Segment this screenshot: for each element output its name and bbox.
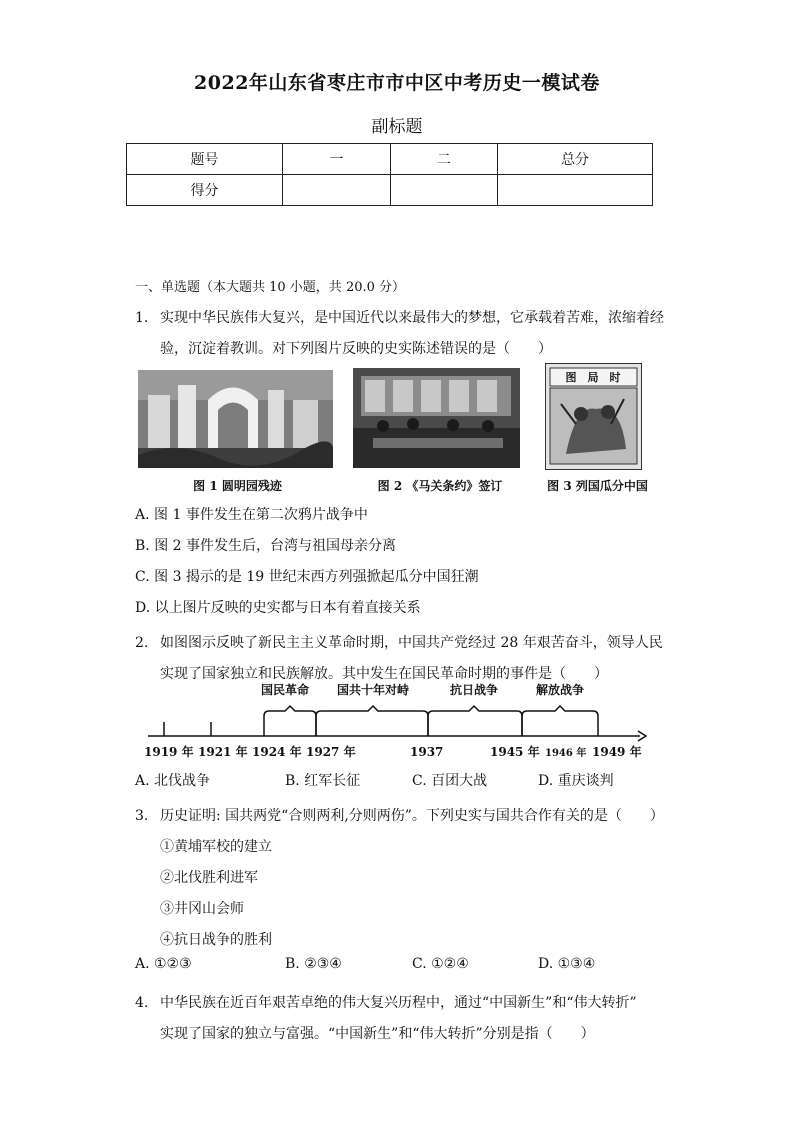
period-brackets bbox=[264, 706, 598, 736]
table-cell: 得分 bbox=[127, 175, 283, 206]
year-label: 1945 年 bbox=[490, 745, 540, 759]
table-row bbox=[127, 175, 653, 206]
statement-item: ①黄埔军校的建立 bbox=[160, 839, 272, 855]
question-number: 2. bbox=[135, 635, 149, 651]
question-text-line: 实现中华民族伟大复兴，是中国近代以来最伟大的梦想，它承载着苦难，浓缩着经 bbox=[160, 310, 664, 326]
figure-3-partition-cartoon bbox=[545, 363, 642, 470]
table-row bbox=[127, 144, 653, 175]
question-text-line: 实现了国家独立和民族解放。其中发生在国民革命时期的事件是（ ） bbox=[160, 666, 608, 682]
table-cell: 总分 bbox=[498, 144, 653, 175]
question-text-line: 如图图示反映了新民主主义革命时期，中国共产党经过 28 年艰苦奋斗，领导人民 bbox=[160, 635, 663, 651]
period-label: 国共十年对峙 bbox=[336, 683, 410, 697]
statement-item: ③井冈山会师 bbox=[160, 901, 244, 917]
score-cell[interactable] bbox=[283, 175, 391, 206]
page-title: 2022年山东省枣庄市市中区中考历史一模试卷 bbox=[194, 72, 600, 94]
year-label: 1919 年 bbox=[144, 745, 194, 759]
score-cell[interactable] bbox=[498, 175, 653, 206]
option-d[interactable]: D. ①③④ bbox=[538, 956, 596, 972]
page-subtitle: 副标题 bbox=[371, 117, 423, 137]
question-number: 1. bbox=[135, 310, 149, 326]
score-cell[interactable] bbox=[391, 175, 498, 206]
section-heading: 一、单选题（本大题共 10 小题，共 20.0 分） bbox=[135, 280, 406, 295]
question-text-line: 验，沉淀着教训。对下列图片反映的史实陈述错误的是（ ） bbox=[160, 341, 552, 357]
period-label: 国民革命 bbox=[260, 683, 310, 697]
statement-item: ④抗日战争的胜利 bbox=[160, 932, 272, 948]
option-b[interactable]: B. ②③④ bbox=[285, 956, 342, 972]
figure-caption-1: 图 1 圆明园残迹 bbox=[193, 479, 282, 493]
question-text-line: 历史证明: 国共两党“合则两利,分则两伤”。下列史实与国共合作有关的是（ ） bbox=[160, 808, 664, 824]
cartoon-title: 图 局 时 bbox=[565, 371, 621, 384]
option-a[interactable]: A. 图 1 事件发生在第二次鸦片战争中 bbox=[135, 507, 368, 523]
option-c[interactable]: C. ①②④ bbox=[412, 956, 469, 972]
option-d[interactable]: D. 以上图片反映的史实都与日本有着直接关系 bbox=[135, 600, 421, 616]
ruins-image bbox=[138, 370, 333, 468]
year-label: 1946 年 bbox=[545, 748, 587, 759]
statement-item: ②北伐胜利进军 bbox=[160, 870, 258, 886]
figure-1-yuanmingyuan-ruins bbox=[138, 370, 333, 468]
timeline-diagram bbox=[140, 678, 660, 764]
option-c[interactable]: C. 百团大战 bbox=[412, 773, 488, 789]
table-cell: 题号 bbox=[127, 144, 283, 175]
period-label: 解放战争 bbox=[535, 683, 585, 697]
option-b[interactable]: B. 图 2 事件发生后，台湾与祖国母亲分离 bbox=[135, 538, 396, 554]
figure-2-treaty-signing bbox=[353, 368, 520, 468]
question-text-line: 实现了国家的独立与富强。“中国新生”和“伟大转折”分别是指（ ） bbox=[160, 1026, 595, 1042]
table-cell: 一 bbox=[283, 144, 391, 175]
period-label: 抗日战争 bbox=[449, 683, 499, 697]
table-cell: 二 bbox=[391, 144, 498, 175]
option-c[interactable]: C. 图 3 揭示的是 19 世纪末西方列强掀起瓜分中国狂潮 bbox=[135, 569, 479, 585]
question-number: 4. bbox=[135, 995, 149, 1011]
option-a[interactable]: A. 北伐战争 bbox=[135, 773, 211, 789]
question-number: 3. bbox=[135, 808, 149, 824]
year-label: 1921 年 bbox=[198, 745, 248, 759]
figure-caption-3: 图 3 列国瓜分中国 bbox=[547, 479, 648, 493]
year-label: 1927 年 bbox=[306, 745, 356, 759]
year-label: 1949 年 bbox=[592, 745, 642, 759]
option-b[interactable]: B. 红军长征 bbox=[285, 773, 361, 789]
treaty-image bbox=[353, 368, 520, 468]
option-d[interactable]: D. 重庆谈判 bbox=[538, 773, 614, 789]
year-label: 1924 年 bbox=[252, 745, 302, 759]
year-label: 1937 bbox=[410, 745, 444, 759]
cartoon-image bbox=[546, 364, 641, 469]
score-table bbox=[126, 143, 653, 206]
figure-caption-2: 图 2 《马关条约》签订 bbox=[377, 479, 503, 493]
question-text-line: 中华民族在近百年艰苦卓绝的伟大复兴历程中，通过“中国新生”和“伟大转折” bbox=[160, 995, 637, 1011]
option-a[interactable]: A. ①②③ bbox=[135, 956, 192, 972]
